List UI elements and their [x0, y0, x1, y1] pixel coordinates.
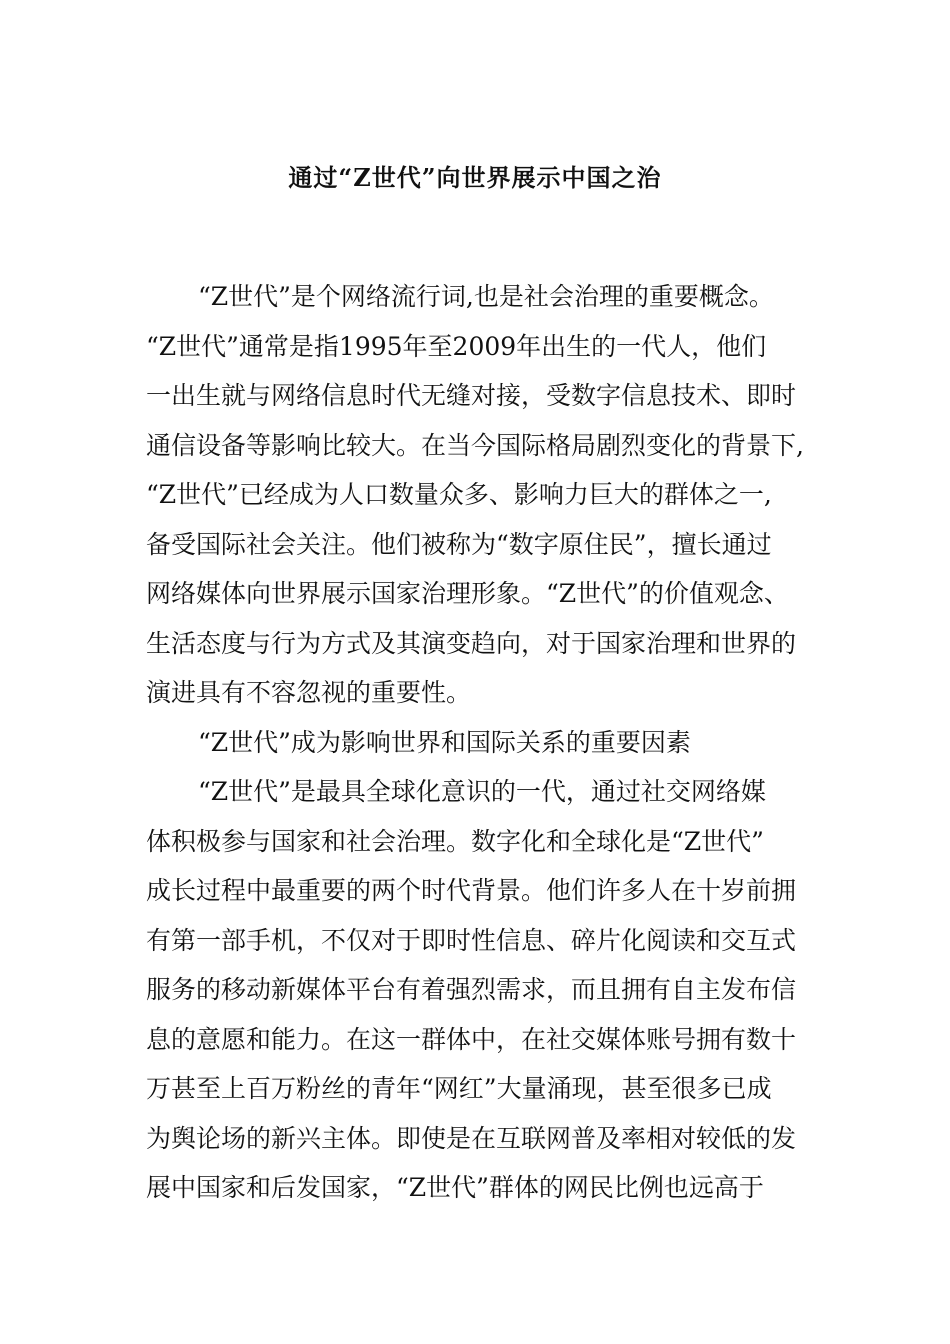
text-line: “Z世代”是最具全球化意识的一代，通过社交网络媒 [198, 777, 766, 806]
document-title: 通过“Z世代”向世界展示中国之治 [288, 163, 662, 192]
document-body [146, 272, 826, 1213]
text-line: 息的意愿和能力。在这一群体中，在社交媒体账号拥有数十 [146, 1024, 797, 1054]
text-line: 一出生就与网络信息时代无缝对接，受数字信息技术、即时 [146, 381, 797, 410]
text-line: “Z世代”成为影响世界和国际关系的重要因素 [198, 727, 691, 757]
text-line: 有第一部手机，不仅对于即时性信息、碎片化阅读和交互式 [146, 925, 797, 955]
paragraph-2 [146, 767, 826, 1213]
text-line: “Z世代”通常是指1995年至2009年出生的一代人，他们 [146, 331, 767, 361]
text-line: 通信设备等影响比较大。在当今国际格局剧烈变化的背景下, [146, 430, 804, 460]
section-heading [146, 718, 826, 768]
text-line: 服务的移动新媒体平台有着强烈需求，而且拥有自主发布信 [146, 975, 797, 1004]
text-line: 成长过程中最重要的两个时代背景。他们许多人在十岁前拥 [146, 876, 797, 905]
text-line: 演进具有不容忽视的重要性。 [146, 678, 472, 707]
text-line: 网络媒体向世界展示国家治理形象。“Z世代”的价值观念、 [146, 579, 789, 608]
text-line: 备受国际社会关注。他们被称为“数字原住民”，擅长通过 [146, 529, 772, 559]
text-line: 为舆论场的新兴主体。即使是在互联网普及率相对较低的发 [146, 1123, 797, 1153]
text-line: “Z世代”是个网络流行词,也是社会治理的重要概念。 [198, 282, 774, 311]
text-line: 生活态度与行为方式及其演变趋向，对于国家治理和世界的 [146, 628, 797, 658]
paragraph-1 [146, 272, 826, 718]
text-line: 展中国家和后发国家，“Z世代”群体的网民比例也远高于 [146, 1173, 764, 1202]
text-line: 体积极参与国家和社会治理。数字化和全球化是“Z世代” [146, 826, 764, 856]
text-line: “Z世代”已经成为人口数量众多、影响力巨大的群体之一, [146, 480, 772, 509]
text-line: 万甚至上百万粉丝的青年“网红”大量涌现，甚至很多已成 [146, 1074, 772, 1103]
